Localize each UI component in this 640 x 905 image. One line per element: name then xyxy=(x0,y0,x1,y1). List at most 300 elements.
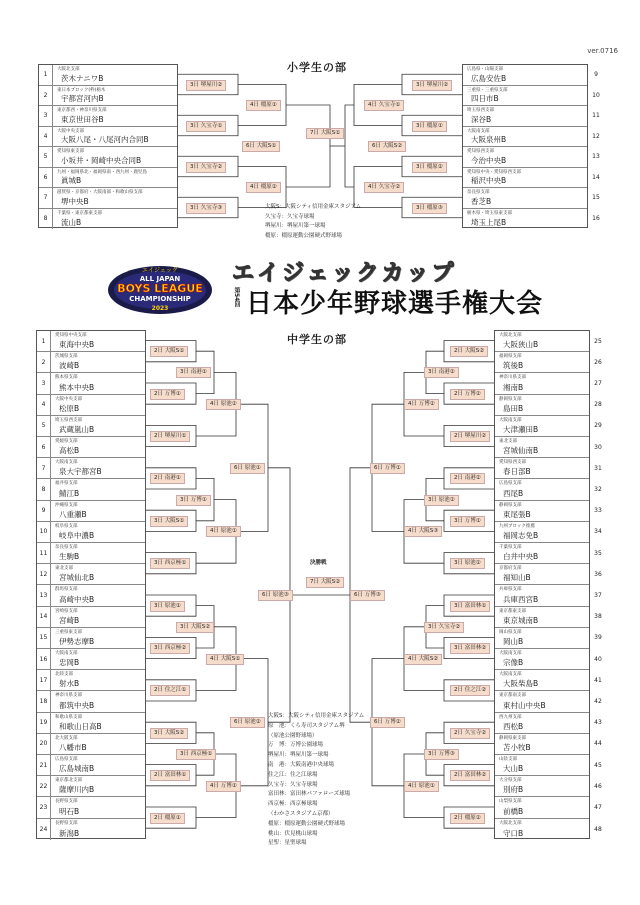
team-name: 薩摩川内B xyxy=(59,785,95,795)
venue-note: 星聖：星聖球場 xyxy=(268,840,307,847)
team-row[interactable] xyxy=(37,628,145,649)
game-label: 3日 富田林② xyxy=(450,643,490,654)
team-row[interactable] xyxy=(39,127,177,148)
team-row[interactable] xyxy=(37,607,145,628)
seed-number: 6 xyxy=(37,437,51,457)
team-name: 茨木ナニワB xyxy=(61,73,104,83)
game-label: 3日 久宝寺③ xyxy=(186,203,226,214)
logo-text-4: CHAMPIONSHIP xyxy=(129,295,191,303)
team-name: 大阪柴島B xyxy=(503,679,539,689)
team-name: 深谷B xyxy=(471,114,492,124)
team-row[interactable] xyxy=(463,188,600,209)
team-row[interactable] xyxy=(463,86,600,107)
game-label: 2日 万博① xyxy=(150,389,185,400)
team-row[interactable] xyxy=(39,168,177,189)
game-label: 3日 久宝寺② xyxy=(424,622,464,633)
seed-number: 33 xyxy=(594,507,602,515)
team-row[interactable] xyxy=(37,776,145,797)
venue-note: 西京極：西京極球場 xyxy=(268,801,318,808)
team-name: 大阪八尾・八尾河内合同B xyxy=(61,135,149,144)
venue-note: 橿原：橿原運動公園硬式野球場 xyxy=(265,232,343,239)
branch-label: 滋賀県・京都府・大阪南部・和歌山県支部 xyxy=(57,190,143,195)
venue-note: 大阪S：大阪シティ信用金庫スタジアム xyxy=(265,204,362,210)
branch-label: 大阪南支部 xyxy=(499,651,522,656)
team-name: 春日部B xyxy=(503,467,531,477)
venue-note: 橿原：橿原運動公園硬式野球場 xyxy=(268,820,346,827)
game-label: 6日 万博③ xyxy=(350,590,385,601)
team-name: 島田B xyxy=(503,403,524,413)
team-name: 熊本中央B xyxy=(59,382,95,392)
branch-label: 広島県支部 xyxy=(55,757,78,762)
team-row[interactable] xyxy=(37,416,145,437)
seed-number: 43 xyxy=(594,719,602,727)
team-row[interactable] xyxy=(495,373,602,394)
finals-label: 決勝戦 xyxy=(310,560,327,566)
game-label: 3日 万博① xyxy=(450,516,485,527)
game-label: 3日 原池② xyxy=(424,495,459,506)
branch-label: 愛知県西支部 xyxy=(467,149,494,154)
branch-label: 茨城県支部 xyxy=(55,354,78,360)
seed-number: 2 xyxy=(39,86,53,106)
game-label: 3日 万博① xyxy=(176,495,211,506)
boys-league-logo xyxy=(100,256,220,318)
team-row[interactable] xyxy=(463,147,600,168)
team-row[interactable] xyxy=(37,437,145,458)
team-row[interactable] xyxy=(463,106,600,127)
branch-label: 宮崎県支部 xyxy=(55,608,78,614)
seed-number: 28 xyxy=(594,401,602,409)
team-row[interactable] xyxy=(37,670,145,691)
team-name: 四日市B xyxy=(471,94,499,103)
seed-number: 14 xyxy=(37,607,51,627)
team-name: 東尾張B xyxy=(503,509,531,519)
branch-label: 大阪南支部 xyxy=(499,672,522,678)
team-name: 岐阜中濃B xyxy=(59,530,95,540)
seed-number: 15 xyxy=(592,194,600,202)
branch-label: 東京都北支部 xyxy=(55,778,82,784)
branch-label: 福岡県支部 xyxy=(499,354,522,360)
team-table xyxy=(462,64,600,228)
seed-number: 7 xyxy=(37,458,51,478)
seed-number: 8 xyxy=(37,479,51,499)
team-row[interactable] xyxy=(463,65,598,86)
team-row[interactable] xyxy=(37,458,145,479)
team-row[interactable] xyxy=(495,755,602,776)
team-name: 八重瀬B xyxy=(59,509,87,519)
game-label: 2日 大阪S① xyxy=(150,346,188,357)
team-row[interactable] xyxy=(463,168,600,189)
game-label: 4日 久宝寺① xyxy=(364,100,404,111)
venue-note: 大阪S：大阪シティ信用金庫スタジアム xyxy=(268,713,365,719)
team-row[interactable] xyxy=(39,86,177,107)
team-row[interactable] xyxy=(37,691,145,712)
seed-number: 35 xyxy=(594,549,602,557)
branch-label: 沖縄県支部 xyxy=(55,502,78,508)
game-label: 2日 堺屋川② xyxy=(450,431,490,442)
venue-note: 久宝寺：久宝寺球場 xyxy=(265,213,315,220)
team-name: 岡山B xyxy=(503,636,524,646)
team-row[interactable] xyxy=(495,585,602,606)
branch-label: 大阪南支部 xyxy=(467,128,490,134)
game-label: 2日 万博② xyxy=(450,389,485,400)
team-name: 松原B xyxy=(59,403,80,413)
team-name: 西尾B xyxy=(503,488,524,498)
edition-label: 第54回 xyxy=(233,287,240,308)
team-row[interactable] xyxy=(495,501,602,522)
team-table xyxy=(38,64,178,228)
branch-label: 千葉県・東京都東支部 xyxy=(57,210,102,216)
branch-label: 東京都南支部 xyxy=(499,693,526,699)
game-label: 3日 久宝寺② xyxy=(186,162,226,173)
team-name: 泉大宇都宮B xyxy=(59,467,102,477)
game-label: 7日 大阪S② xyxy=(306,577,344,588)
seed-number: 39 xyxy=(594,634,602,642)
game-label: 6日 原池① xyxy=(230,463,265,474)
team-row[interactable] xyxy=(495,628,602,649)
venue-note: 富田林：富田林バファローズ球場 xyxy=(268,791,351,798)
game-label: 4日 万博② xyxy=(404,399,439,410)
game-label: 4日 原池① xyxy=(206,526,241,537)
team-name: 高松B xyxy=(59,446,80,456)
game-label: 3日 南港① xyxy=(176,367,211,378)
game-label: 4日 大阪S③ xyxy=(404,526,442,537)
team-row[interactable] xyxy=(495,691,602,712)
team-name: 大阪泉州B xyxy=(471,135,507,144)
team-row[interactable] xyxy=(495,479,602,500)
branch-label: 大阪南支部 xyxy=(55,460,78,466)
branch-label: 東京都東支部 xyxy=(499,608,526,614)
game-label: 2日 堺屋川① xyxy=(150,431,190,442)
elementary-section-title: 小学生の部 xyxy=(287,61,347,74)
game-label: 2日 大阪S② xyxy=(450,346,488,357)
venue-note: 桃山：伏見桃山球場 xyxy=(268,830,318,837)
team-name: 広島安佐B xyxy=(471,73,507,83)
team-name: 福岡志免B xyxy=(503,530,539,540)
team-row[interactable] xyxy=(495,352,602,373)
branch-label: 京都府支部 xyxy=(499,566,522,572)
game-label: 4日 久宝寺② xyxy=(364,182,404,193)
team-name: 新潟B xyxy=(59,828,80,838)
seed-number: 13 xyxy=(592,153,600,161)
team-row[interactable] xyxy=(39,65,177,86)
team-row[interactable] xyxy=(37,713,145,734)
team-name: 波崎B xyxy=(59,361,80,371)
game-label: 3日 堺屋川② xyxy=(186,80,226,91)
game-label: 2日 住之江② xyxy=(450,685,490,696)
branch-label: 大阪中央支部 xyxy=(55,396,82,402)
logo-text-5: 2023 xyxy=(151,305,169,312)
seed-number: 26 xyxy=(594,358,602,366)
game-label: 4日 原池① xyxy=(404,781,439,792)
seed-number: 6 xyxy=(39,168,53,188)
branch-label: 北陸支部 xyxy=(55,672,73,678)
branch-label: 愛知県中央支部 xyxy=(55,333,87,338)
team-name: 別府B xyxy=(503,785,524,795)
team-row[interactable] xyxy=(37,395,145,416)
team-name: 生駒B xyxy=(59,552,80,562)
team-row[interactable] xyxy=(463,127,600,148)
seed-number: 24 xyxy=(37,819,51,840)
seed-number: 30 xyxy=(594,443,602,451)
branch-label: 静岡県東支部 xyxy=(499,735,526,741)
branch-label: 大阪中央支部 xyxy=(57,128,84,134)
branch-label: 福井県支部 xyxy=(55,481,78,487)
seed-number: 3 xyxy=(37,373,51,393)
team-row[interactable] xyxy=(495,713,602,734)
championship-title: 日本少年野球選手権大会 xyxy=(246,289,544,319)
venue-note: 万 博：万博公園球場 xyxy=(268,742,324,749)
bracket-line xyxy=(345,105,354,187)
seed-number: 45 xyxy=(594,761,602,769)
seed-number: 14 xyxy=(592,173,600,181)
seed-number: 47 xyxy=(594,803,602,811)
branch-label: 広島県支部 xyxy=(499,481,522,487)
venue-note: 南 港：大阪南港中央球場 xyxy=(268,762,335,768)
branch-label: 山梨県支部 xyxy=(499,799,522,805)
team-row[interactable] xyxy=(39,147,177,168)
seed-number: 2 xyxy=(37,352,51,372)
seed-number: 19 xyxy=(37,713,51,733)
branch-label: 大分県支部 xyxy=(499,778,522,784)
game-label: 2日 富田林② xyxy=(450,770,490,781)
team-row[interactable] xyxy=(37,649,145,670)
branch-label: 西九州支部 xyxy=(499,714,522,720)
branch-label: 静岡県支部 xyxy=(499,396,522,402)
seed-number: 5 xyxy=(37,416,51,436)
branch-label: 三重県・三重県支部 xyxy=(467,87,508,93)
game-label: 3日 富田林① xyxy=(450,601,490,612)
seed-number: 40 xyxy=(594,655,602,663)
branch-label: 東北支部 xyxy=(55,566,73,572)
team-name: 伊勢志摩B xyxy=(59,636,95,646)
team-row[interactable] xyxy=(37,522,145,543)
game-label: 3日 南港② xyxy=(424,367,459,378)
game-label: 6日 大阪S② xyxy=(368,141,406,152)
team-table xyxy=(494,330,602,839)
team-name: 宮崎B xyxy=(59,615,80,625)
team-name: 埼玉上尾B xyxy=(471,218,507,227)
team-row[interactable] xyxy=(37,585,145,606)
branch-label: 埼玉県西支部 xyxy=(467,108,494,113)
game-label: 3日 原池② xyxy=(450,558,485,569)
version-label: ver.0716 xyxy=(587,47,618,55)
seed-number: 15 xyxy=(37,628,51,648)
branch-label: 愛知県中央・愛知県西支部 xyxy=(467,169,521,175)
game-label: 6日 原池② xyxy=(230,717,265,728)
branch-label: 広島県・山陽支部 xyxy=(467,67,503,72)
venue-note: （原池公園野球場） xyxy=(268,732,318,739)
game-label: 3日 西京極② xyxy=(150,643,190,654)
team-name: 東海中央B xyxy=(59,340,95,350)
branch-label: 岡山県支部 xyxy=(499,629,522,635)
team-name: 都筑中央B xyxy=(59,700,95,710)
branch-label: 群馬県支部 xyxy=(55,587,78,593)
logo-text-1: エイジェック xyxy=(142,267,178,274)
branch-label: 大阪南支部 xyxy=(499,417,522,423)
team-name: 和歌山日高B xyxy=(59,721,102,731)
seed-number: 31 xyxy=(594,464,602,472)
seed-number: 10 xyxy=(592,91,600,99)
game-label: 2日 橿原② xyxy=(450,813,485,824)
branch-label: 静岡県支部 xyxy=(499,502,522,508)
team-row[interactable] xyxy=(37,734,145,755)
team-table xyxy=(36,330,146,839)
seed-number: 1 xyxy=(37,331,51,351)
branch-label: 大阪北支部 xyxy=(499,820,522,826)
team-name: 小坂井・岡崎中央合同B xyxy=(61,155,142,165)
team-name: 鯖江B xyxy=(59,488,80,498)
team-row[interactable] xyxy=(37,797,145,818)
team-name: 大津瀬田B xyxy=(503,424,539,434)
team-name: 武蔵嵐山B xyxy=(59,424,95,434)
venue-note: 久宝寺：久宝寺球場 xyxy=(268,781,318,788)
team-row[interactable] xyxy=(495,331,602,352)
game-label: 3日 橿原③ xyxy=(412,203,447,214)
branch-label: 岐阜県支部 xyxy=(55,523,78,529)
team-row[interactable] xyxy=(37,373,145,394)
branch-label: 九州ブロック推薦 xyxy=(499,523,535,529)
team-row[interactable] xyxy=(37,331,145,352)
game-label: 2日 住之江① xyxy=(150,685,190,696)
seed-number: 5 xyxy=(39,147,53,167)
branch-label: 栃木県・埼玉県東支部 xyxy=(467,210,512,216)
team-name: 高崎中央B xyxy=(59,594,95,604)
branch-label: 神奈川県支部 xyxy=(55,693,82,699)
team-name: 射水B xyxy=(59,679,80,689)
seed-number: 8 xyxy=(39,209,53,230)
team-row[interactable] xyxy=(495,819,602,840)
team-row[interactable] xyxy=(37,352,145,373)
team-row[interactable] xyxy=(39,106,177,127)
team-name: 今治中央B xyxy=(471,155,507,165)
seed-number: 9 xyxy=(594,71,598,79)
team-row[interactable] xyxy=(495,416,602,437)
seed-number: 48 xyxy=(594,825,602,833)
game-label: 6日 万博① xyxy=(370,463,405,474)
team-row[interactable] xyxy=(495,670,602,691)
game-label: 4日 原池② xyxy=(206,399,241,410)
team-name: 福知山B xyxy=(503,573,531,583)
branch-label: 長野県支部 xyxy=(55,820,78,826)
seed-number: 23 xyxy=(37,797,51,817)
game-label: 3日 大阪S① xyxy=(150,516,188,527)
game-label: 3日 堺屋川② xyxy=(412,80,452,91)
team-row[interactable] xyxy=(495,776,602,797)
venue-note: 原 池：くら寿司スタジアム堺 xyxy=(268,722,345,729)
seed-number: 27 xyxy=(594,379,602,387)
team-row[interactable] xyxy=(495,564,602,585)
seed-number: 16 xyxy=(37,649,51,669)
team-row[interactable] xyxy=(495,458,602,479)
team-row[interactable] xyxy=(37,819,145,840)
seed-number: 11 xyxy=(37,543,51,563)
game-label: 4日 万博① xyxy=(206,781,241,792)
branch-label: 大阪南支部 xyxy=(55,651,78,656)
team-row[interactable] xyxy=(37,501,145,522)
branch-label: 奈良県支部 xyxy=(55,545,78,550)
game-label: 3日 大阪S② xyxy=(176,622,214,633)
seed-number: 34 xyxy=(594,528,602,536)
venue-note: 堺屋川：堺屋川第一球場 xyxy=(265,223,326,229)
seed-number: 12 xyxy=(37,564,51,584)
cup-title: エイジェックカップ xyxy=(232,261,457,286)
team-row[interactable] xyxy=(495,797,602,818)
team-name: 八幡市B xyxy=(59,742,87,752)
team-row[interactable] xyxy=(463,209,600,230)
game-label: 3日 原池① xyxy=(150,601,185,612)
seed-number: 18 xyxy=(37,691,51,711)
seed-number: 11 xyxy=(592,112,600,120)
game-label: 6日 原池③ xyxy=(258,590,293,601)
team-name: 堺中央B xyxy=(61,196,89,206)
branch-label: 三重県東支部 xyxy=(55,629,82,635)
game-label: 3日 西京極① xyxy=(176,749,216,760)
seed-number: 1 xyxy=(39,65,53,85)
game-label: 4日 大阪S① xyxy=(206,654,244,665)
game-label: 3日 万博③ xyxy=(424,749,459,760)
seed-number: 10 xyxy=(37,522,51,542)
game-label: 4日 橿原① xyxy=(246,100,281,111)
team-name: 湘南B xyxy=(503,382,524,392)
branch-label: 愛媛県支部 xyxy=(55,439,78,444)
branch-label: 東日本ブロック(枠)栃木 xyxy=(57,87,106,93)
team-name: 明石B xyxy=(59,806,80,816)
game-label: 3日 久宝寺① xyxy=(186,121,226,132)
seed-number: 44 xyxy=(594,740,602,748)
seed-number: 25 xyxy=(594,337,602,345)
team-row[interactable] xyxy=(495,649,602,670)
branch-label: 東北支部 xyxy=(499,439,517,444)
seed-number: 17 xyxy=(37,670,51,690)
seed-number: 36 xyxy=(594,570,602,578)
team-row[interactable] xyxy=(495,607,602,628)
branch-label: 大阪北支部 xyxy=(57,67,80,72)
seed-number: 12 xyxy=(592,132,600,140)
seed-number: 22 xyxy=(37,776,51,796)
game-label: 7日 大阪S① xyxy=(306,128,344,139)
game-label: 3日 西京極① xyxy=(150,558,190,569)
branch-label: 東京都西・神奈川県支部 xyxy=(57,108,107,113)
team-row[interactable] xyxy=(495,522,602,543)
team-name: 白井中央B xyxy=(503,552,539,562)
branch-label: 和歌山県支部 xyxy=(55,714,82,720)
seed-number: 38 xyxy=(594,613,602,621)
team-name: 広島城南B xyxy=(59,764,95,774)
team-name: 大阪狭山B xyxy=(503,340,539,350)
team-row[interactable] xyxy=(37,543,145,564)
team-row[interactable] xyxy=(495,543,602,564)
logo-text-3: BOYS LEAGUE xyxy=(117,282,203,295)
team-row[interactable] xyxy=(495,437,602,458)
game-label: 4日 橿原② xyxy=(246,182,281,193)
team-name: 苫小牧B xyxy=(503,742,531,752)
seed-number: 46 xyxy=(594,782,602,790)
game-label: 2日 久宝寺② xyxy=(450,728,490,739)
team-row[interactable] xyxy=(495,734,602,755)
team-name: 筑後B xyxy=(503,361,524,371)
team-row[interactable] xyxy=(39,188,177,209)
team-row[interactable] xyxy=(37,479,145,500)
seed-number: 7 xyxy=(39,188,53,208)
team-row[interactable] xyxy=(39,209,177,230)
team-name: 流山B xyxy=(61,218,82,227)
team-row[interactable] xyxy=(37,564,145,585)
team-name: 前橋B xyxy=(503,806,524,816)
team-row[interactable] xyxy=(495,395,602,416)
venue-note: 住之江：住之江球場 xyxy=(268,771,318,778)
team-row[interactable] xyxy=(37,755,145,776)
team-name: 大山B xyxy=(503,764,524,774)
